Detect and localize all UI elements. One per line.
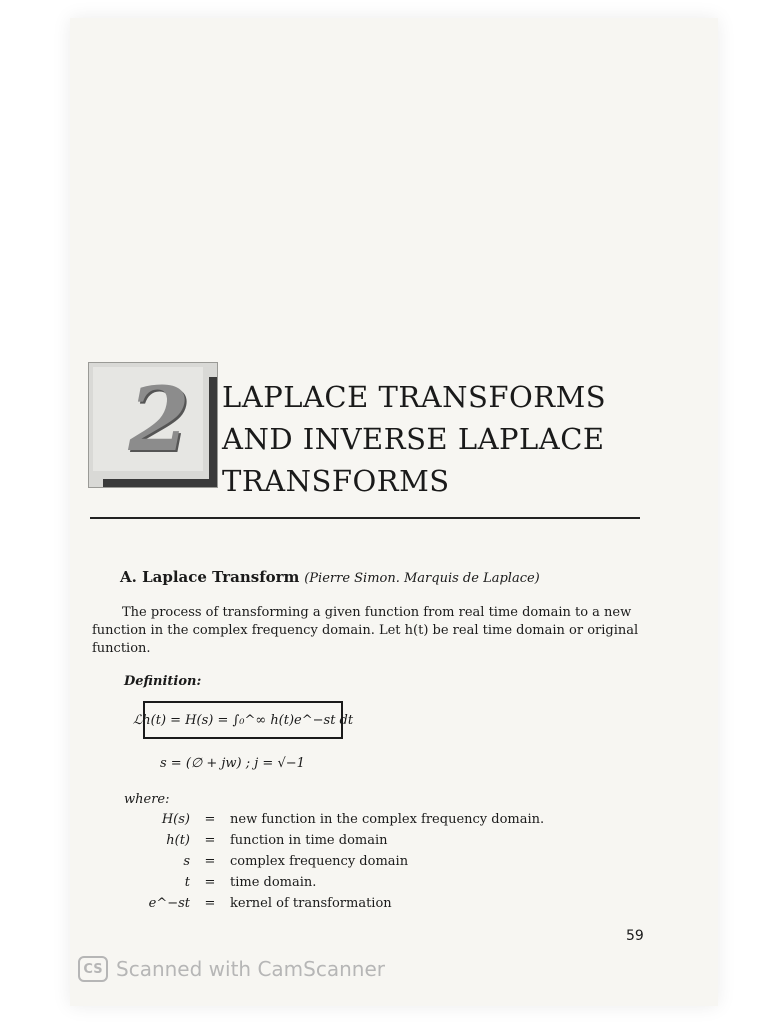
term-row <box>140 875 600 896</box>
section-heading <box>120 568 540 586</box>
section-heading-title: A. Laplace Transform <box>120 568 300 586</box>
intro-paragraph: The process of transforming a given function from real time domain to a new function in the complex frequency domain. Let h(t) be real time domain or original function. <box>92 605 639 656</box>
chapter-number: 2 <box>128 367 190 471</box>
section-divider <box>90 517 640 519</box>
complex-frequency-equation: s = (∅ + jw) ; j = √−1 <box>160 756 305 771</box>
term-equals: = <box>204 875 216 890</box>
definition-label: Definition: <box>124 674 202 689</box>
term-row <box>140 833 600 854</box>
camscanner-watermark <box>78 956 385 982</box>
camscanner-logo-icon: CS <box>78 956 108 982</box>
laplace-formula-box <box>132 701 354 739</box>
term-row <box>140 896 600 917</box>
term-description: new function in the complex frequency domain. <box>230 812 545 827</box>
term-equals: = <box>204 812 216 827</box>
term-symbol: h(t) <box>166 833 190 848</box>
where-label: where: <box>124 792 170 807</box>
page-number: 59 <box>626 928 644 944</box>
term-symbol: H(s) <box>161 812 190 827</box>
term-description: function in time domain <box>230 833 388 848</box>
term-equals: = <box>204 854 216 869</box>
term-row <box>140 854 600 875</box>
term-equals: = <box>204 896 216 911</box>
chapter-number-block <box>88 362 218 488</box>
term-description: complex frequency domain <box>230 854 409 869</box>
terms-list <box>140 812 600 917</box>
term-symbol: s <box>183 854 190 869</box>
term-row <box>140 812 600 833</box>
term-symbol: e^−st <box>148 896 190 911</box>
section-heading-subtitle: (Pierre Simon. Marquis de Laplace) <box>304 571 540 586</box>
term-description: kernel of transformation <box>230 896 392 911</box>
term-description: time domain. <box>230 875 317 890</box>
laplace-formula: ℒh(t) = H(s) = ∫₀^∞ h(t)e^−st dt <box>132 712 354 728</box>
chapter-title: LAPLACE TRANSFORMS AND INVERSE LAPLACE TRANSFORMS <box>222 380 607 498</box>
term-symbol: t <box>184 875 190 890</box>
term-equals: = <box>204 833 216 848</box>
watermark-text: Scanned with CamScanner <box>116 957 385 981</box>
